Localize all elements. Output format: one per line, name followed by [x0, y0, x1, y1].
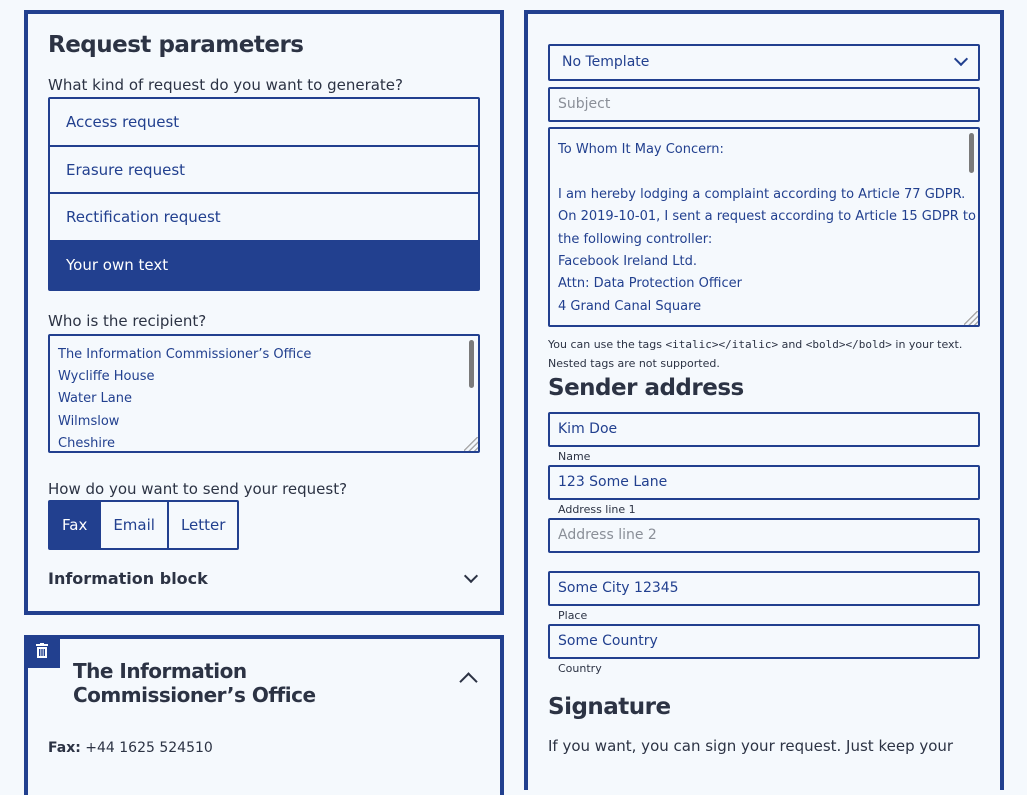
recipient-line: Wilmslow [58, 413, 120, 429]
transport-letter-button[interactable]: Letter [169, 502, 237, 548]
body-line: To Whom It May Concern: [558, 142, 724, 157]
transport-selector [48, 500, 239, 550]
chevron-up-icon[interactable] [459, 672, 477, 690]
body-line: the following controller: [558, 231, 713, 247]
template-select-value: No Template [562, 54, 650, 70]
chevron-down-icon [954, 52, 968, 66]
recipient-line: Wycliffe House [58, 369, 155, 385]
information-block-label: Information block [48, 569, 208, 588]
hint-tag-italic: <italic></italic> [665, 338, 779, 351]
sender-address1-label: Address line 1 [558, 503, 636, 516]
hint-text: and [778, 338, 806, 351]
sender-address2-input[interactable]: Address line 2 [548, 518, 980, 553]
sender-country-label: Country [558, 662, 602, 675]
recipient-scrollbar[interactable] [469, 340, 474, 388]
request-type-erasure[interactable]: Erasure request [50, 147, 478, 195]
signature-title: Signature [548, 694, 671, 720]
sender-name-input[interactable]: Kim Doe [548, 412, 980, 447]
subject-input[interactable]: Subject [548, 87, 980, 122]
trash-icon [35, 643, 49, 659]
body-line: I am hereby lodging a complaint according to Article 77 GDPR. [558, 186, 966, 202]
recipient-question: Who is the recipient? [48, 312, 207, 330]
sender-place-input[interactable]: Some City 12345 [548, 571, 980, 606]
hint-text: in your text. [891, 338, 963, 351]
resize-handle-icon[interactable] [464, 437, 478, 451]
chevron-down-icon [464, 569, 478, 583]
request-parameters-title: Request parameters [48, 32, 304, 58]
body-line: On 2019-10-01, I sent a request according to Article 15 GDPR to [558, 209, 976, 225]
request-type-rectification[interactable]: Rectification request [50, 194, 478, 242]
request-type-list [48, 97, 480, 291]
template-select[interactable] [548, 44, 980, 81]
sender-address1-input[interactable]: 123 Some Lane [548, 465, 980, 500]
body-line: Attn: Data Protection Officer [558, 276, 742, 292]
request-type-own-text[interactable]: Your own text [50, 242, 478, 290]
send-question: How do you want to send your request? [48, 480, 348, 498]
sender-name-label: Name [558, 450, 591, 463]
letter-body-scrollbar[interactable] [969, 133, 974, 173]
formatting-hint [548, 335, 988, 373]
recipient-line: Cheshire [58, 435, 115, 451]
body-line: 4 Grand Canal Square [558, 298, 702, 314]
recipient-fax [48, 740, 213, 756]
hint-text: You can use the tags [548, 338, 666, 351]
recipient-textarea[interactable] [48, 334, 480, 453]
transport-email-button[interactable]: Email [101, 502, 169, 548]
recipient-card-title: The Information Commissioner’s Office [73, 659, 316, 707]
fax-value: +44 1625 524510 [85, 740, 213, 756]
body-line: Facebook Ireland Ltd. [558, 254, 698, 270]
letter-body-textarea[interactable] [548, 127, 980, 327]
request-type-access[interactable]: Access request [50, 99, 478, 147]
hint-text: Nested tags are not supported. [548, 357, 720, 370]
request-parameters-panel [24, 10, 504, 615]
information-block-toggle[interactable] [48, 569, 488, 593]
body-line [558, 161, 970, 183]
hint-tag-bold: <bold></bold> [805, 338, 892, 351]
recipient-line: The Information Commissioner’s Office [58, 347, 312, 362]
sender-address-title: Sender address [548, 375, 744, 401]
recipient-line: Water Lane [58, 391, 133, 407]
fax-label: Fax: [48, 740, 81, 756]
letter-panel [524, 10, 1004, 790]
recipient-card [24, 635, 504, 795]
sender-country-input[interactable]: Some Country [548, 624, 980, 659]
sender-place-label: Place [558, 609, 588, 622]
signature-intro: If you want, you can sign your request. Just keep your [548, 737, 954, 755]
transport-fax-button[interactable]: Fax [50, 502, 101, 548]
resize-handle-icon[interactable] [964, 311, 978, 325]
delete-recipient-button[interactable] [24, 635, 60, 668]
request-kind-question: What kind of request do you want to generate? [48, 76, 403, 94]
